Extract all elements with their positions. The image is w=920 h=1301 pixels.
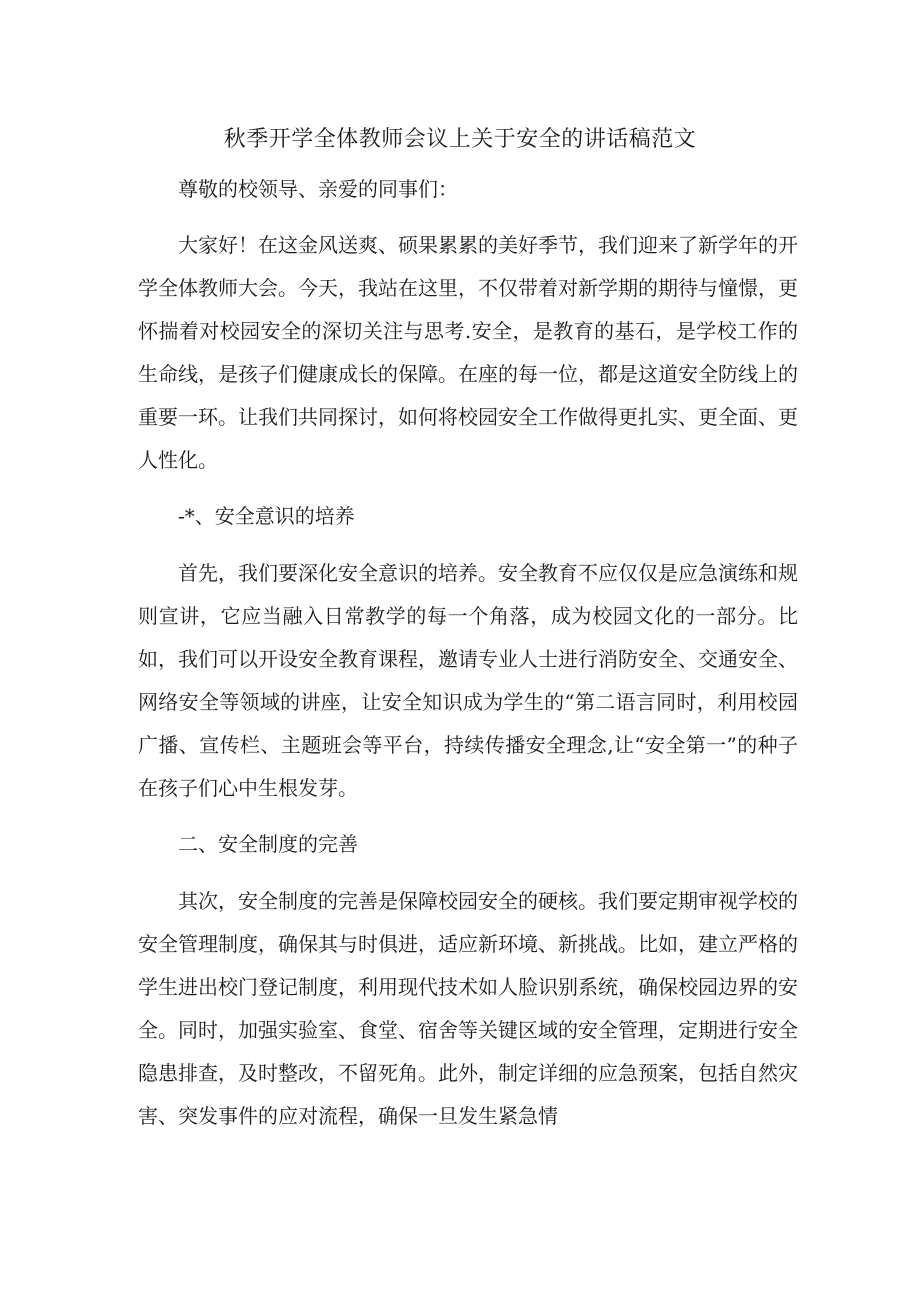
intro-paragraph: 大家好！在这金风送爽、硕果累累的美好季节，我们迎来了新学年的开学全体教师大会。今天，我站在这里，不仅带着对新学期的期待与憧憬，更怀揣着对校园安全的深切关注与思考.安全，是教育的基石，是学校工作的生命线，是孩子们健康成长的保障。在座的每一位，都是这道安全防线上的重要一环。让我们共同探讨，如何将校园安全工作做得更扎实、更全面、更人性化。 (138, 233, 798, 472)
section-2-paragraph: 其次，安全制度的完善是保障校园安全的硬核。我们要定期审视学校的安全管理制度，确保其与时俱进，适应新环境、新挑战。比如，建立严格的学生进出校门登记制度，利用现代技术如人脸识别系统，确保校园边界的安全。同时，加强实验室、食堂、宿舍等关键区域的安全管理，定期进行安全隐患排查，及时整改，不留死角。此外，制定详细的应急预案，包括自然灾害、突发事件的应对流程，确保一旦发生紧急情 (138, 889, 798, 1128)
document-body (138, 168, 798, 1151)
section-heading-2: 二、安全制度的完善 (178, 832, 358, 856)
section-heading-1: -*、安全意识的培养 (178, 504, 355, 528)
salutation: 尊敬的校领导、亲爱的同事们： (178, 177, 458, 201)
document-title: 秋季开学全体教师会议上关于安全的讲话稿范文 (223, 127, 697, 152)
section-1-paragraph: 首先，我们要深化安全意识的培养。安全教育不应仅仅是应急演练和规则宣讲，它应当融入日常教学的每一个角落，成为校园文化的一部分。比如，我们可以开设安全教育课程，邀请专业人士进行消防安全、交通安全、网络安全等领域的讲座，让安全知识成为学生的“第二语言同时，利用校园广播、宣传栏、主题班会等平台，持续传播安全理念,让“安全第一”的种子在孩子们心中生根发芽。 (138, 561, 798, 800)
